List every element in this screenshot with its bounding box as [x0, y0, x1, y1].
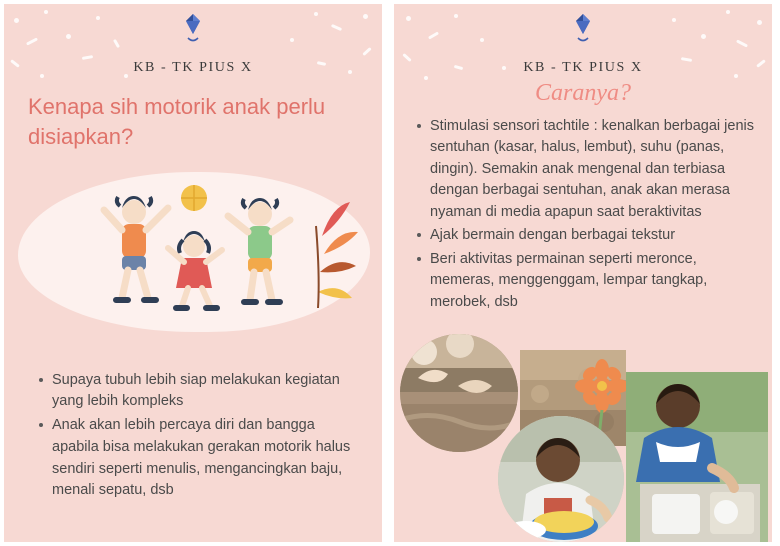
slide-right-bullet-list — [416, 116, 754, 315]
brand-name-right: KB - TK PIUS X — [523, 60, 643, 75]
diamond-crown-logo-icon — [568, 12, 598, 50]
list-item: Supaya tubuh lebih siap melakukan kegiatan yang lebih kompleks — [38, 370, 358, 414]
list-item: Stimulasi sensori tachtile : kenalkan berbagai jenis sentuhan (kasar, halus, lembut), suhu (panas, dingin). Semakin anak mengenal dan terbiasa dengan berbagai sentuhan, anak akan merasa nyaman di media apapun saat beraktivitas — [416, 116, 754, 223]
slide-right-title: Caranya? — [535, 80, 631, 106]
list-item: Anak akan lebih percaya diri dan bangga apabila bisa melakukan gerakan motorik halus sendiri seperti menulis, mengancingkan baju, menali sepatu, dsb — [38, 415, 358, 502]
three-children-playing-ball-illustration — [22, 176, 366, 328]
list-item: Beri aktivitas permainan seperti meronce, memeras, menggenggam, lempar tangkap, merobek, dsb — [416, 249, 754, 313]
slide-left-bullet-list — [38, 370, 358, 505]
brand-logo-block-left — [4, 12, 382, 76]
diamond-crown-logo-icon — [178, 12, 208, 50]
photo-collage — [394, 334, 772, 542]
slide-left — [4, 4, 382, 542]
slide-right — [394, 4, 772, 542]
slide-left-title: Kenapa sih motorik anak perlu disiapkan? — [28, 94, 326, 149]
brand-name-left: KB - TK PIUS X — [133, 60, 253, 75]
photo-child-tray-activity — [626, 372, 768, 542]
brand-logo-block-right — [394, 12, 772, 76]
photo-children-hands-sand — [400, 334, 518, 452]
autumn-leaf-decoration — [316, 202, 358, 308]
list-item: Ajak bermain dengan berbagai tekstur — [416, 225, 754, 246]
photo-child-with-bowl — [498, 416, 624, 542]
